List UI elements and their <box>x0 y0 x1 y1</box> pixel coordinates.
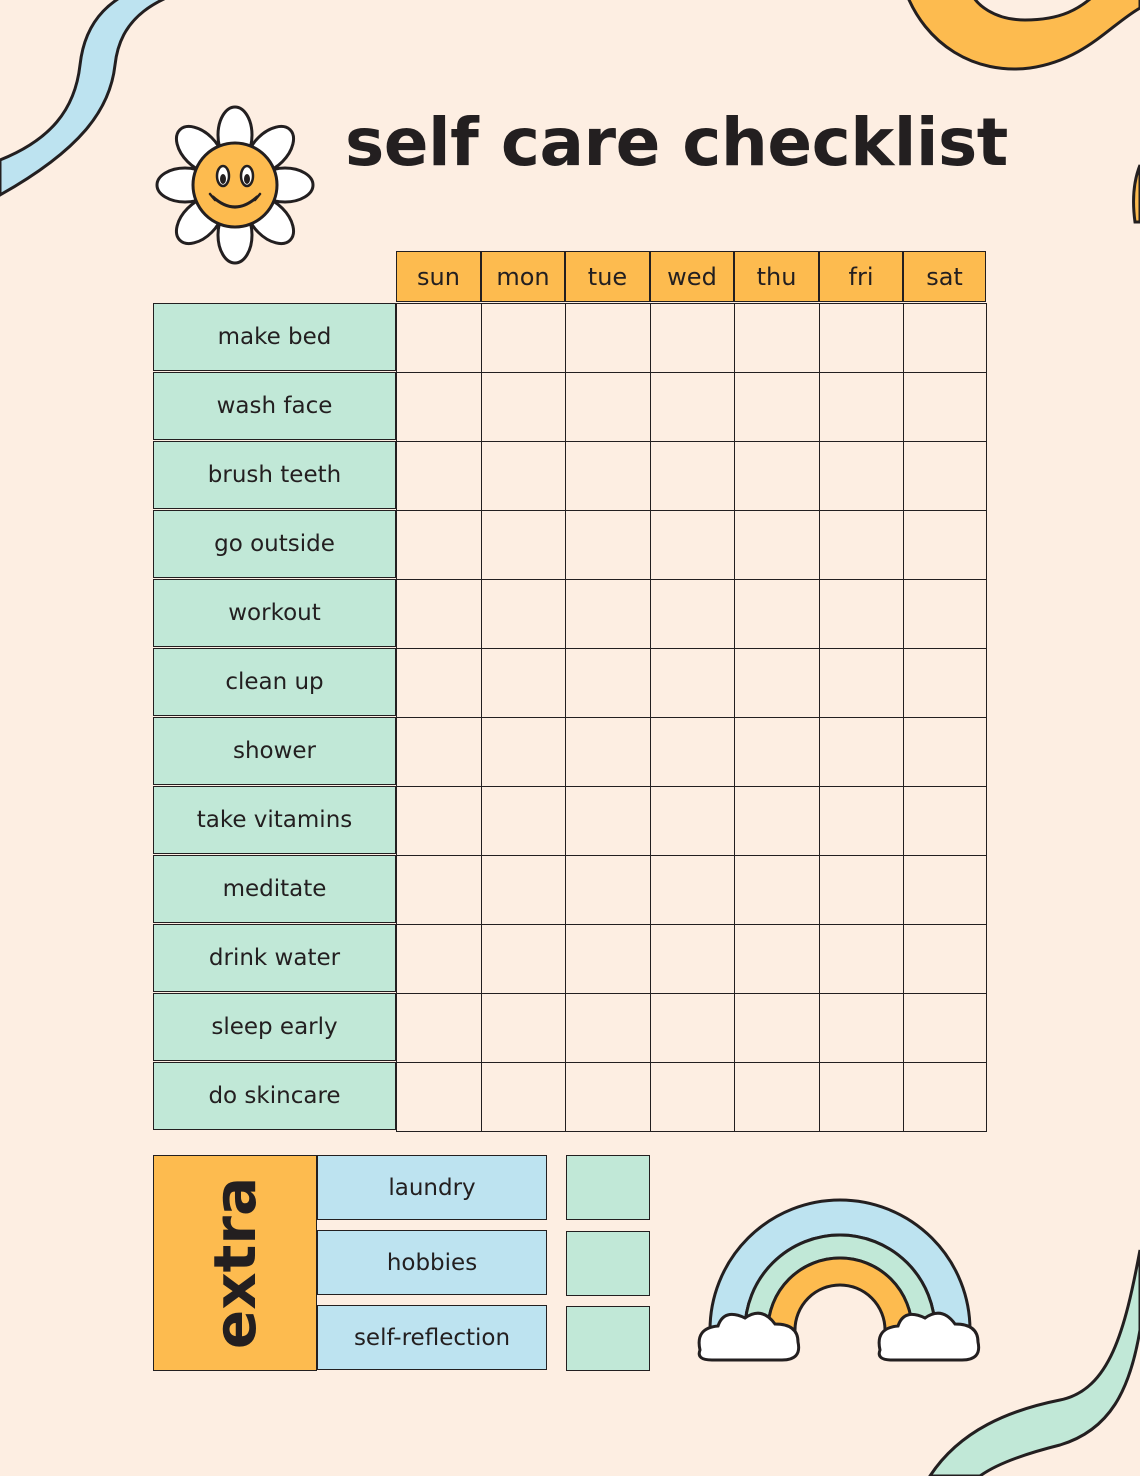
checkbox-cell[interactable] <box>903 510 987 580</box>
checkbox-cell[interactable] <box>565 303 651 373</box>
checkbox-cell[interactable] <box>650 303 735 373</box>
checkbox-cell[interactable] <box>903 648 987 718</box>
checkbox-cell[interactable] <box>734 579 820 649</box>
checkbox-cell[interactable] <box>565 372 651 442</box>
checkbox-cell[interactable] <box>565 717 651 787</box>
task-label-drink-water: drink water <box>153 924 396 992</box>
loop-decoration-top-right <box>905 0 1140 69</box>
checkbox-cell[interactable] <box>903 303 987 373</box>
checkbox-cell[interactable] <box>396 993 482 1063</box>
day-header-fri: fri <box>819 251 903 302</box>
checkbox-cell[interactable] <box>565 510 651 580</box>
task-label-clean-up: clean up <box>153 648 396 716</box>
checkbox-cell[interactable] <box>734 648 820 718</box>
task-label-brush-teeth: brush teeth <box>153 441 396 509</box>
checkbox-cell[interactable] <box>734 717 820 787</box>
task-label-sleep-early: sleep early <box>153 993 396 1061</box>
checkbox-cell[interactable] <box>734 303 820 373</box>
task-label-make-bed: make bed <box>153 303 396 371</box>
day-header-sun: sun <box>396 251 481 302</box>
checkbox-cell[interactable] <box>650 372 735 442</box>
checkbox-cell[interactable] <box>481 993 566 1063</box>
checkbox-cell[interactable] <box>903 924 987 994</box>
task-label-meditate: meditate <box>153 855 396 923</box>
checkbox-cell[interactable] <box>650 924 735 994</box>
checkbox-cell[interactable] <box>903 372 987 442</box>
checkbox-cell[interactable] <box>396 303 482 373</box>
checkbox-cell[interactable] <box>819 648 904 718</box>
extra-item-self-reflection: self-reflection <box>317 1305 547 1370</box>
rainbow-icon <box>690 1160 990 1375</box>
checkbox-cell[interactable] <box>565 579 651 649</box>
checkbox-cell[interactable] <box>650 579 735 649</box>
checkbox-cell[interactable] <box>396 786 482 856</box>
task-label-take-vitamins: take vitamins <box>153 786 396 854</box>
checkbox-cell[interactable] <box>565 786 651 856</box>
checkbox-cell[interactable] <box>396 579 482 649</box>
page-title: self care checklist <box>345 104 1008 181</box>
checkbox-cell[interactable] <box>903 786 987 856</box>
checkbox-cell[interactable] <box>481 786 566 856</box>
checkbox-cell[interactable] <box>481 372 566 442</box>
checkbox-cell[interactable] <box>819 855 904 925</box>
extra-label-text: extra <box>201 1176 269 1350</box>
checkbox-cell[interactable] <box>396 441 482 511</box>
extra-item-hobbies: hobbies <box>317 1230 547 1295</box>
task-label-wash-face: wash face <box>153 372 396 440</box>
checkbox-cell[interactable] <box>903 579 987 649</box>
extra-checkbox-hobbies[interactable] <box>566 1231 650 1296</box>
checkbox-cell[interactable] <box>481 855 566 925</box>
checkbox-cell[interactable] <box>650 855 735 925</box>
checkbox-cell[interactable] <box>819 786 904 856</box>
checkbox-cell[interactable] <box>565 1062 651 1132</box>
checkbox-cell[interactable] <box>903 993 987 1063</box>
checkbox-cell[interactable] <box>819 924 904 994</box>
checkbox-cell[interactable] <box>903 441 987 511</box>
day-header-thu: thu <box>734 251 819 302</box>
checkbox-cell[interactable] <box>734 441 820 511</box>
checkbox-cell[interactable] <box>650 1062 735 1132</box>
checkbox-cell[interactable] <box>819 372 904 442</box>
checkbox-cell[interactable] <box>565 855 651 925</box>
extra-section-label <box>153 1155 317 1371</box>
checkbox-cell[interactable] <box>903 717 987 787</box>
day-header-sat: sat <box>903 251 986 302</box>
checkbox-cell[interactable] <box>734 1062 820 1132</box>
edge-decoration-right <box>1134 165 1140 222</box>
checkbox-cell[interactable] <box>734 855 820 925</box>
checkbox-cell[interactable] <box>565 924 651 994</box>
checkbox-cell[interactable] <box>650 786 735 856</box>
checkbox-cell[interactable] <box>903 1062 987 1132</box>
checkbox-cell[interactable] <box>650 993 735 1063</box>
checkbox-cell[interactable] <box>734 993 820 1063</box>
checkbox-cell[interactable] <box>819 579 904 649</box>
checkbox-cell[interactable] <box>819 441 904 511</box>
checkbox-cell[interactable] <box>481 924 566 994</box>
checkbox-cell[interactable] <box>481 441 566 511</box>
checkbox-cell[interactable] <box>396 1062 482 1132</box>
checkbox-cell[interactable] <box>481 717 566 787</box>
checkbox-cell[interactable] <box>481 303 566 373</box>
checkbox-cell[interactable] <box>734 924 820 994</box>
day-header-tue: tue <box>565 251 650 302</box>
checkbox-cell[interactable] <box>481 1062 566 1132</box>
checkbox-cell[interactable] <box>650 510 735 580</box>
checkbox-cell[interactable] <box>819 303 904 373</box>
checkbox-cell[interactable] <box>650 441 735 511</box>
checkbox-cell[interactable] <box>565 441 651 511</box>
extra-checkbox-laundry[interactable] <box>566 1155 650 1220</box>
checkbox-cell[interactable] <box>481 579 566 649</box>
checkbox-cell[interactable] <box>396 648 482 718</box>
checkbox-cell[interactable] <box>734 510 820 580</box>
checkbox-cell[interactable] <box>565 993 651 1063</box>
checkbox-cell[interactable] <box>396 372 482 442</box>
checkbox-cell[interactable] <box>734 372 820 442</box>
checkbox-cell[interactable] <box>650 717 735 787</box>
checkbox-cell[interactable] <box>650 648 735 718</box>
checkbox-cell[interactable] <box>734 786 820 856</box>
checkbox-cell[interactable] <box>396 717 482 787</box>
task-label-do-skincare: do skincare <box>153 1062 396 1130</box>
checkbox-cell[interactable] <box>481 648 566 718</box>
checkbox-cell[interactable] <box>819 510 904 580</box>
task-label-shower: shower <box>153 717 396 785</box>
checkbox-cell[interactable] <box>819 717 904 787</box>
task-label-workout: workout <box>153 579 396 647</box>
checkbox-cell[interactable] <box>565 648 651 718</box>
checkbox-cell[interactable] <box>819 993 904 1063</box>
day-header-mon: mon <box>481 251 565 302</box>
checkbox-cell[interactable] <box>396 924 482 994</box>
task-label-go-outside: go outside <box>153 510 396 578</box>
extra-item-laundry: laundry <box>317 1155 547 1220</box>
checkbox-cell[interactable] <box>396 510 482 580</box>
extra-checkbox-self-reflection[interactable] <box>566 1306 650 1371</box>
checkbox-cell[interactable] <box>396 855 482 925</box>
day-header-wed: wed <box>650 251 734 302</box>
checkbox-cell[interactable] <box>819 1062 904 1132</box>
checkbox-cell[interactable] <box>903 855 987 925</box>
smiley-flower-icon <box>150 100 320 270</box>
checkbox-cell[interactable] <box>481 510 566 580</box>
